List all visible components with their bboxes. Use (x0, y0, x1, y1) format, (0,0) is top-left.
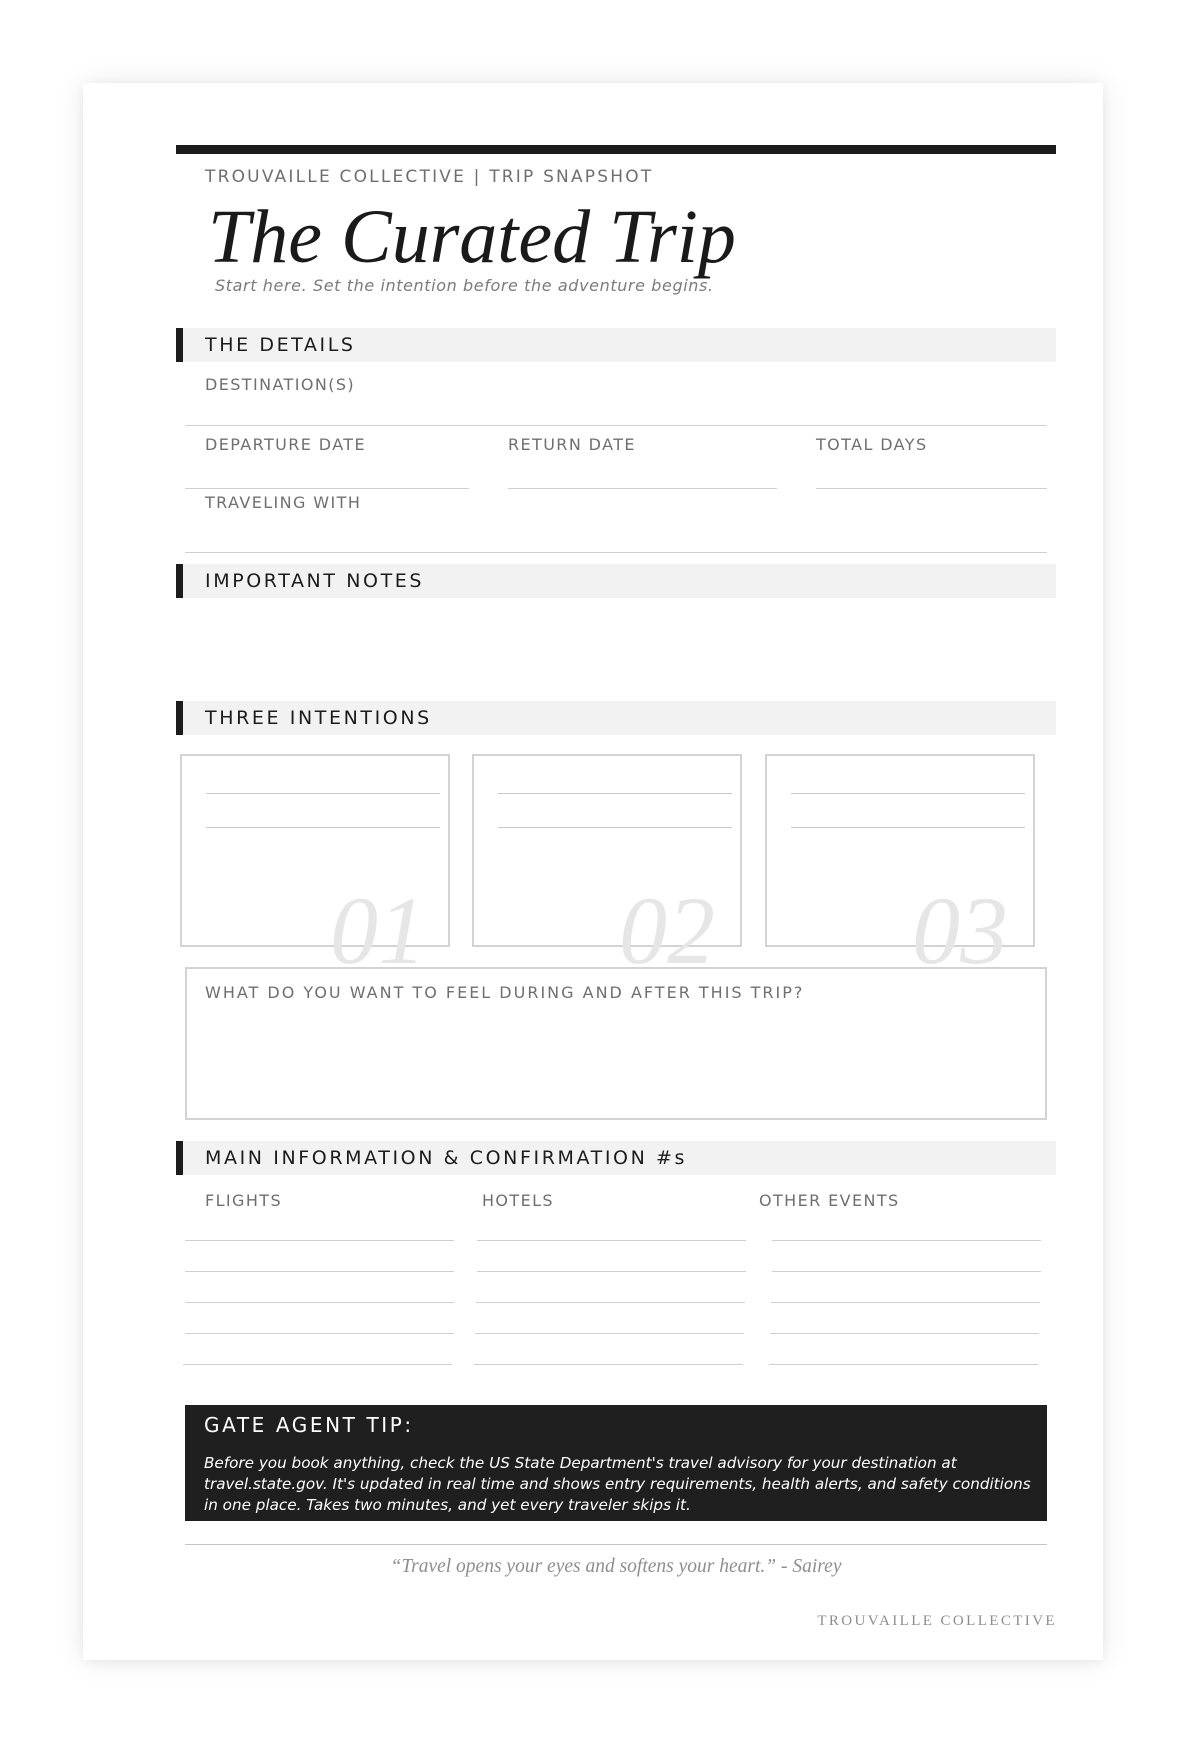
flights-line[interactable] (185, 1302, 454, 1303)
section-title-details: THE DETAILS (205, 334, 356, 356)
footer-divider (185, 1544, 1047, 1545)
section-title-main-info: MAIN INFORMATION & CONFIRMATION #s (205, 1147, 688, 1169)
flights-line[interactable] (183, 1364, 452, 1365)
intention-line (498, 827, 732, 828)
hotels-line[interactable] (475, 1333, 744, 1334)
departure-date-label: DEPARTURE DATE (205, 435, 366, 454)
hotels-line[interactable] (474, 1364, 743, 1365)
return-date-label: RETURN DATE (508, 435, 636, 454)
section-accent (176, 328, 183, 362)
gate-agent-tip (185, 1405, 1047, 1521)
page-title: The Curated Trip (208, 195, 736, 279)
flights-line[interactable] (185, 1271, 454, 1272)
hotels-line[interactable] (476, 1302, 745, 1303)
section-title-notes: IMPORTANT NOTES (205, 570, 425, 592)
intention-line (791, 827, 1025, 828)
feel-prompt-label: WHAT DO YOU WANT TO FEEL DURING AND AFTER THIS TRIP? (205, 983, 805, 1002)
other-events-line[interactable] (770, 1333, 1039, 1334)
section-header-details (176, 328, 1056, 362)
section-header-intentions (176, 701, 1056, 735)
hotels-label: HOTELS (482, 1191, 554, 1210)
intention-number-1: 01 (330, 877, 426, 984)
intention-line (206, 827, 440, 828)
destination-label: DESTINATION(S) (205, 375, 356, 394)
other-events-line[interactable] (769, 1364, 1038, 1365)
destination-field[interactable] (185, 425, 1047, 426)
other-events-line[interactable] (771, 1302, 1040, 1303)
traveling-with-field[interactable] (185, 552, 1047, 553)
return-date-field[interactable] (508, 488, 777, 489)
flights-line[interactable] (185, 1240, 454, 1241)
intention-line (498, 793, 732, 794)
other-events-line[interactable] (772, 1271, 1041, 1272)
travel-quote: “Travel opens your eyes and softens your heart.” - Sairey (390, 1556, 842, 1577)
other-events-line[interactable] (772, 1240, 1041, 1241)
intention-line (791, 793, 1025, 794)
total-days-field[interactable] (816, 488, 1047, 489)
tip-body: Before you book anything, check the US State Department's travel advisory for your destination at travel.state.gov. It's updated in real time and shows entry requirements, health alerts, and safety conditions in one place. Takes two minutes, and yet every traveler skips it. (204, 1454, 1031, 1514)
intention-number-2: 02 (619, 877, 715, 984)
notes-area[interactable] (185, 603, 1047, 693)
intention-line (206, 793, 440, 794)
footer-brand: TROUVAILLE COLLECTIVE (817, 1613, 1057, 1629)
section-accent (176, 701, 183, 735)
section-header-notes (176, 564, 1056, 598)
section-accent (176, 1141, 183, 1175)
traveling-with-label: TRAVELING WITH (205, 493, 362, 512)
hotels-line[interactable] (477, 1240, 746, 1241)
intention-number-3: 03 (912, 877, 1008, 984)
other-events-label: OTHER EVENTS (759, 1191, 900, 1210)
section-title-intentions: THREE INTENTIONS (205, 707, 432, 729)
brand-kicker: TROUVAILLE COLLECTIVE | TRIP SNAPSHOT (205, 167, 654, 187)
total-days-label: TOTAL DAYS (816, 435, 928, 454)
section-header-main-info (176, 1141, 1056, 1175)
flights-line[interactable] (185, 1333, 454, 1334)
feel-prompt-box[interactable] (185, 967, 1047, 1120)
hotels-line[interactable] (477, 1271, 746, 1272)
top-rule (176, 145, 1056, 154)
planner-page (83, 83, 1103, 1660)
section-accent (176, 564, 183, 598)
departure-date-field[interactable] (185, 488, 469, 489)
flights-label: FLIGHTS (205, 1191, 282, 1210)
page-subtitle: Start here. Set the intention before the adventure begins. (215, 276, 714, 295)
tip-title: GATE AGENT TIP: (204, 1413, 414, 1437)
